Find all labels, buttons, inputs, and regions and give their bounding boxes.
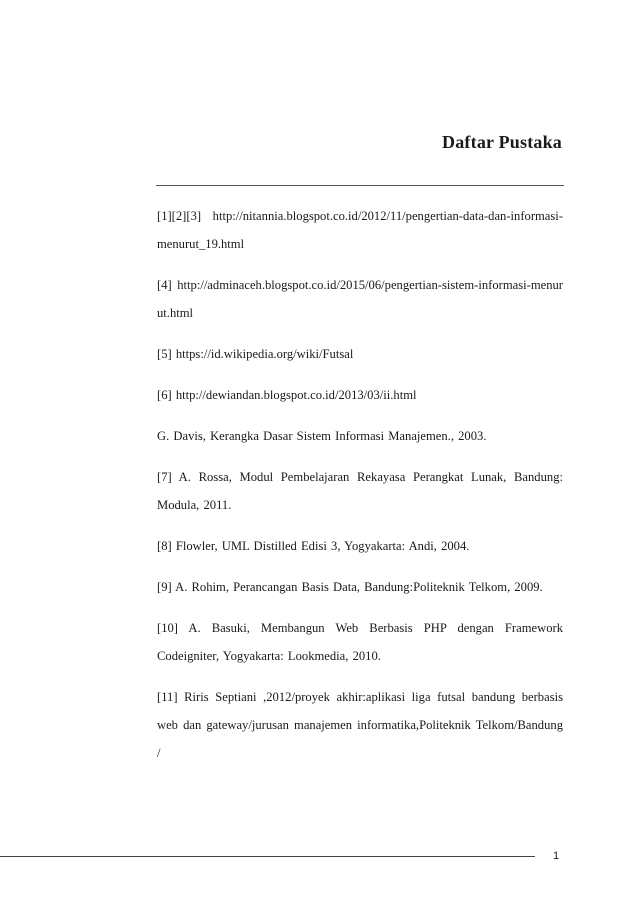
footer-divider	[0, 856, 535, 857]
reference-item: [4] http://adminaceh.blogspot.co.id/2015/06/pengertian-sistem-informasi-menurut.html	[157, 278, 563, 320]
reference-item: [10] A. Basuki, Membangun Web Berbasis PHP dengan Framework Codeigniter, Yogyakarta: Lookmedia, 2010.	[157, 621, 563, 663]
page-number: 1	[553, 850, 560, 862]
reference-item: [6] http://dewiandan.blogspot.co.id/2013/03/ii.html	[157, 388, 417, 402]
title-divider	[156, 185, 564, 186]
page-title: Daftar Pustaka	[442, 132, 562, 152]
reference-item: [11] Riris Septiani ,2012/proyek akhir:aplikasi liga futsal bandung berbasis web dan gateway/jurusan manajemen informatika,Politeknik Telkom/Bandung /	[157, 690, 563, 760]
reference-item: [9] A. Rohim, Perancangan Basis Data, Bandung:Politeknik Telkom, 2009.	[157, 580, 543, 594]
reference-item: [5] https://id.wikipedia.org/wiki/Futsal	[157, 347, 354, 361]
reference-item: G. Davis, Kerangka Dasar Sistem Informasi Manajemen., 2003.	[157, 429, 487, 443]
reference-item: [1][2][3] http://nitannia.blogspot.co.id/2012/11/pengertian-data-dan-informasi-menurut_19.html	[157, 209, 563, 251]
reference-item: [8] Flowler, UML Distilled Edisi 3, Yogyakarta: Andi, 2004.	[157, 539, 470, 553]
reference-item: [7] A. Rossa, Modul Pembelajaran Rekayasa Perangkat Lunak, Bandung: Modula, 2011.	[157, 470, 563, 512]
reference-list	[157, 202, 563, 780]
